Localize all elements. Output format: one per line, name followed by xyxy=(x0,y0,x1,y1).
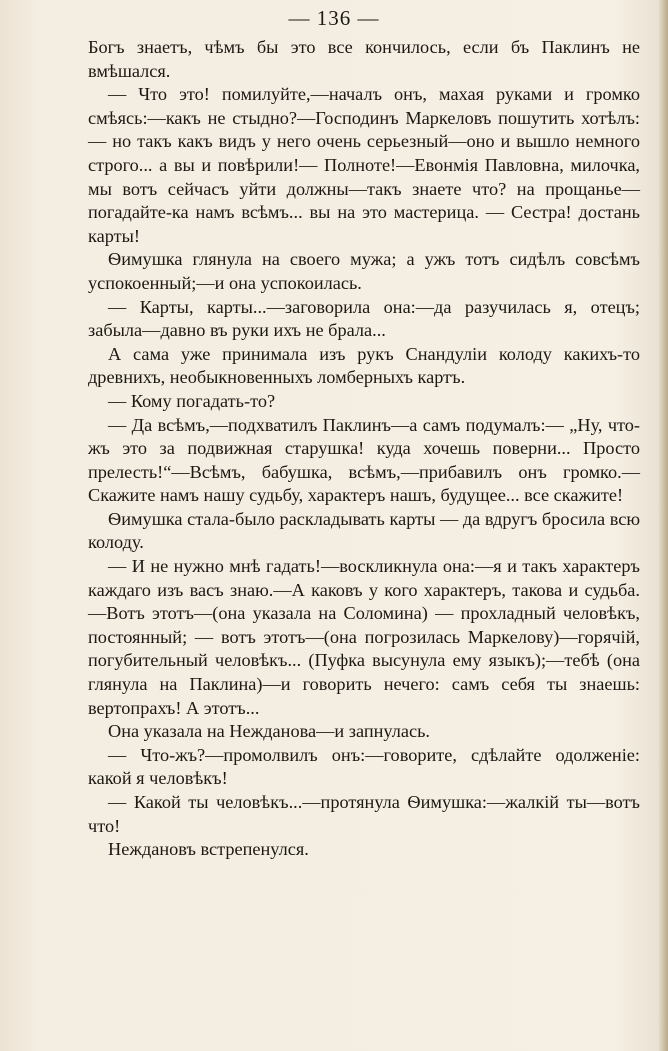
paragraph: — Карты, карты...—заговорила она:—да разучилась я, отецъ; забыла—давно въ руки ихъ не брала... xyxy=(88,296,640,341)
paragraph: — Кому погадать-то? xyxy=(108,390,276,411)
page-body xyxy=(88,36,640,862)
page-number: — 136 — xyxy=(288,6,380,30)
paragraph: — Какой ты человѣкъ...—протянула Ѳимушка:—жалкій ты—вотъ что! xyxy=(88,792,640,836)
binding-edge xyxy=(658,0,668,1051)
paragraph: Она указала на Нежданова—и запнулась. xyxy=(108,721,430,742)
paragraph: — И не нужно мнѣ гадать!—воскликнула она:—я и такъ характеръ каждаго изъ васъ знаю.—А каковъ у кого характеръ, такова и судьба.—Вотъ этотъ—(она указала на Соломина) — прохладный человѣкъ, постоянный; — вотъ этотъ—(она погрозилась Маркелову)—горячій, погубительный человѣкъ... (Пуфка высунула ему языкъ);—тебѣ (она глянула на Паклина)—и говорить нечего: самъ себя ты знаешь: вертопрахъ! А этотъ... xyxy=(88,556,640,718)
paragraph: Богъ знаетъ, чѣмъ бы это все кончилось, если бъ Паклинъ не вмѣшался. xyxy=(88,37,640,81)
paragraph: Неждановъ встрепенулся. xyxy=(108,839,309,860)
paragraph: А сама уже принимала изъ рукъ Снандуліи колоду какихъ-то древнихъ, необыкновенныхъ ломберныхъ картъ. xyxy=(88,343,640,388)
paragraph: Ѳимушка глянула на своего мужа; а ужъ тотъ сидѣлъ совсѣмъ успокоенный;—и она успокоилась. xyxy=(88,249,640,293)
paragraph: — Да всѣмъ,—подхватилъ Паклинъ—а самъ подумалъ:— „Ну, что-жъ это за подвижная старушка! куда хочешь поверни... Просто прелесть!“—Всѣмъ, бабушка, всѣмъ,—прибавилъ онъ громко.—Скажите намъ нашу судьбу, характеръ нашъ, будущее... все скажите! xyxy=(88,414,640,506)
paragraph: — Что это! помилуйте,—началъ онъ, махая руками и громко смѣясь:—какъ не стыдно?—Господинъ Маркеловъ пошутить хотѣлъ: — но такъ какъ видъ у него очень серьезный—оно и вышло немного строго... а вы и повѣрили!— Полноте!—Евонмія Павловна, милочка, мы вотъ сейчасъ уйти должны—такъ знаете что? на прощанье—погадайте-ка намъ всѣмъ... вы на это мастерица. — Сестра! достань карты! xyxy=(88,84,640,246)
paragraph: — Что-жъ?—промолвилъ онъ:—говорите, сдѣлайте одолженіе: какой я человѣкъ! xyxy=(88,744,640,789)
paragraph: Ѳимушка стала-было раскладывать карты — да вдругъ бросила всю колоду. xyxy=(88,508,640,553)
